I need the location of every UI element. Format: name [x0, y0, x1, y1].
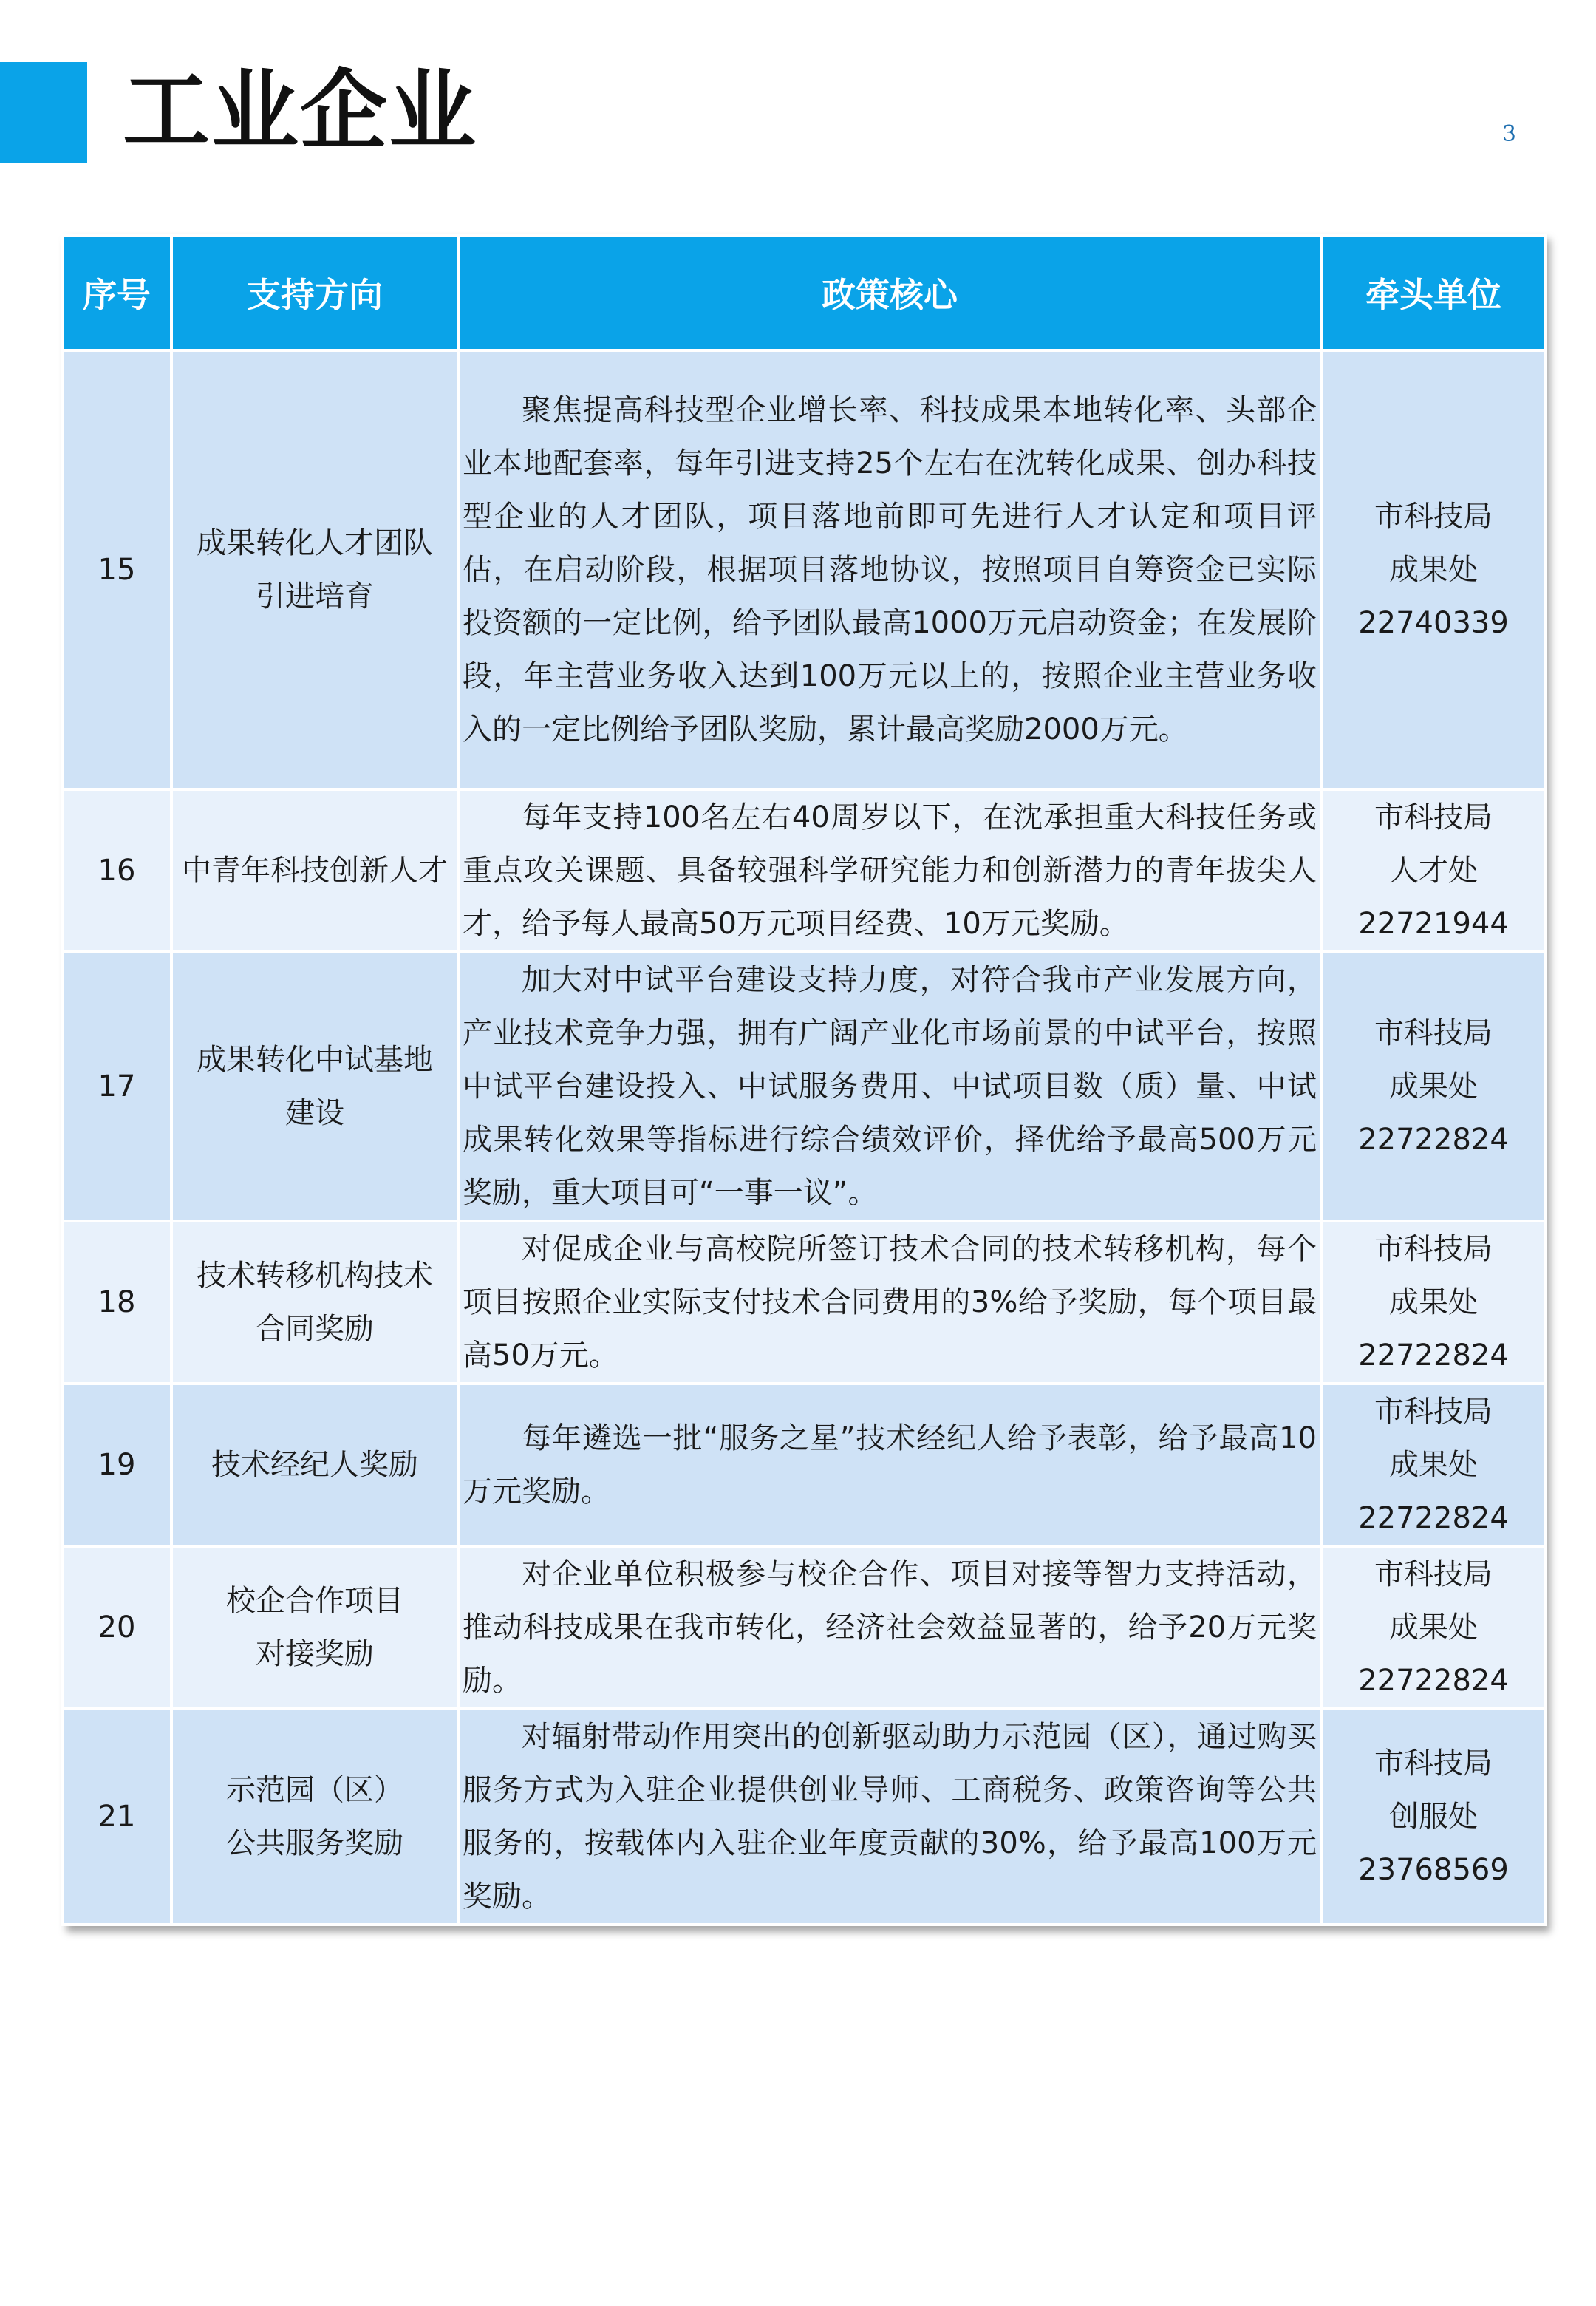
lead-department: 成果处 — [1389, 553, 1478, 587]
header-number: 序号 — [62, 235, 171, 350]
page-number: 3 — [1501, 121, 1516, 147]
table-row — [62, 952, 1546, 1221]
policy-core-text: 聚焦提高科技型企业增长率、科技成果本地转化率、头部企业本地配套率，每年引进支持25个左右在沈转化成果、创办科技型企业的人才团队，项目落地前即可先进行人才认定和项目评估，在启动阶段，根据项目落地协议，按照项目自筹资金已实际投资额的一定比例，给予团队最高1000万元启动资金；在发展阶段，年主营业务收入达到100万元以上的，按照企业主营业务收入的一定比例给予团队奖励，累计最高奖励2000万元。 — [458, 350, 1321, 789]
lead-phone: 22722824 — [1358, 1501, 1509, 1535]
support-direction-line: 成果转化人才团队 — [197, 526, 433, 560]
lead-bureau: 市科技局 — [1374, 1557, 1493, 1591]
row-number: 20 — [62, 1546, 171, 1709]
policy-core-text: 加大对中试平台建设支持力度，对符合我市产业发展方向，产业技术竞争力强，拥有广阔产业化市场前景的中试平台，按照中试平台建设投入、中试服务费用、中试项目数（质）量、中试成果转化效果等指标进行综合绩效评价，择优给予最高500万元奖励，重大项目可“一事一议”。 — [458, 952, 1321, 1221]
lead-unit-cell — [1321, 1221, 1546, 1384]
lead-department: 创服处 — [1389, 1800, 1478, 1834]
support-direction-line: 建设 — [285, 1096, 344, 1130]
lead-unit-cell — [1321, 789, 1546, 952]
policy-core-text: 对促成企业与高校院所签订技术合同的技术转移机构，每个项目按照企业实际支付技术合同费用的3%给予奖励，每个项目最高50万元。 — [458, 1221, 1321, 1384]
support-direction-cell — [171, 1221, 458, 1384]
policy-core-text: 每年支持100名左右40周岁以下，在沈承担重大科技任务或重点攻关课题、具备较强科学研究能力和创新潜力的青年拔尖人才，给予每人最高50万元项目经费、10万元奖励。 — [458, 789, 1321, 952]
policy-core-text: 对企业单位积极参与校企合作、项目对接等智力支持活动，推动科技成果在我市转化，经济社会效益显著的，给予20万元奖励。 — [458, 1546, 1321, 1709]
table-row — [62, 350, 1546, 789]
lead-unit-cell — [1321, 952, 1546, 1221]
support-direction-cell — [171, 1709, 458, 1925]
support-direction-cell — [171, 1546, 458, 1709]
header-direction: 支持方向 — [171, 235, 458, 350]
support-direction-cell — [171, 952, 458, 1221]
row-number: 16 — [62, 789, 171, 952]
lead-phone: 22722824 — [1358, 1664, 1509, 1698]
policy-core-text: 每年遴选一批“服务之星”技术经纪人给予表彰，给予最高10万元奖励。 — [458, 1384, 1321, 1546]
row-number: 21 — [62, 1709, 171, 1925]
table-header-row — [62, 235, 1546, 350]
lead-unit-cell — [1321, 350, 1546, 789]
support-direction-line: 成果转化中试基地 — [197, 1043, 433, 1077]
title-accent-bar — [0, 62, 87, 163]
lead-bureau: 市科技局 — [1374, 800, 1493, 834]
lead-unit-cell — [1321, 1546, 1546, 1709]
lead-phone: 22722824 — [1358, 1339, 1509, 1373]
lead-department: 成果处 — [1389, 1069, 1478, 1103]
support-direction-cell — [171, 350, 458, 789]
table-row — [62, 1221, 1546, 1384]
lead-bureau: 市科技局 — [1374, 500, 1493, 534]
header-lead-unit: 牵头单位 — [1321, 235, 1546, 350]
table-row — [62, 789, 1546, 952]
lead-unit-cell — [1321, 1384, 1546, 1546]
row-number: 17 — [62, 952, 171, 1221]
support-direction-line: 对接奖励 — [256, 1637, 374, 1671]
support-direction-line: 示范园（区） — [226, 1773, 403, 1807]
support-direction-line: 技术经纪人奖励 — [211, 1448, 418, 1482]
lead-phone: 22740339 — [1358, 606, 1509, 640]
table-row — [62, 1709, 1546, 1925]
row-number: 18 — [62, 1221, 171, 1384]
lead-department: 成果处 — [1389, 1611, 1478, 1645]
lead-department: 成果处 — [1389, 1285, 1478, 1319]
support-direction-line: 合同奖励 — [256, 1312, 374, 1346]
row-number: 19 — [62, 1384, 171, 1546]
support-direction-line: 引进培育 — [256, 579, 374, 613]
row-number: 15 — [62, 350, 171, 789]
support-direction-line: 中青年科技创新人才 — [182, 854, 448, 888]
lead-bureau: 市科技局 — [1374, 1232, 1493, 1266]
lead-phone: 22721944 — [1358, 907, 1509, 941]
lead-bureau: 市科技局 — [1374, 1016, 1493, 1050]
policy-table-container — [61, 234, 1544, 1926]
policy-table — [61, 234, 1547, 1926]
support-direction-line: 技术转移机构技术 — [197, 1259, 433, 1293]
table-row — [62, 1546, 1546, 1709]
support-direction-cell — [171, 1384, 458, 1546]
table-row — [62, 1384, 1546, 1546]
lead-phone: 22722824 — [1358, 1123, 1509, 1157]
lead-bureau: 市科技局 — [1374, 1746, 1493, 1780]
lead-unit-cell — [1321, 1709, 1546, 1925]
lead-phone: 23768569 — [1358, 1853, 1509, 1887]
support-direction-cell — [171, 789, 458, 952]
lead-department: 人才处 — [1389, 854, 1478, 888]
support-direction-line: 校企合作项目 — [226, 1584, 403, 1618]
header-policy-core: 政策核心 — [458, 235, 1321, 350]
table-body — [62, 350, 1546, 1925]
support-direction-line: 公共服务奖励 — [226, 1826, 403, 1860]
page-title: 工业企业 — [123, 60, 478, 162]
lead-department: 成果处 — [1389, 1448, 1478, 1482]
lead-bureau: 市科技局 — [1374, 1395, 1493, 1429]
policy-core-text: 对辐射带动作用突出的创新驱动助力示范园（区），通过购买服务方式为入驻企业提供创业导师、工商税务、政策咨询等公共服务的，按载体内入驻企业年度贡献的30%，给予最高100万元奖励。 — [458, 1709, 1321, 1925]
